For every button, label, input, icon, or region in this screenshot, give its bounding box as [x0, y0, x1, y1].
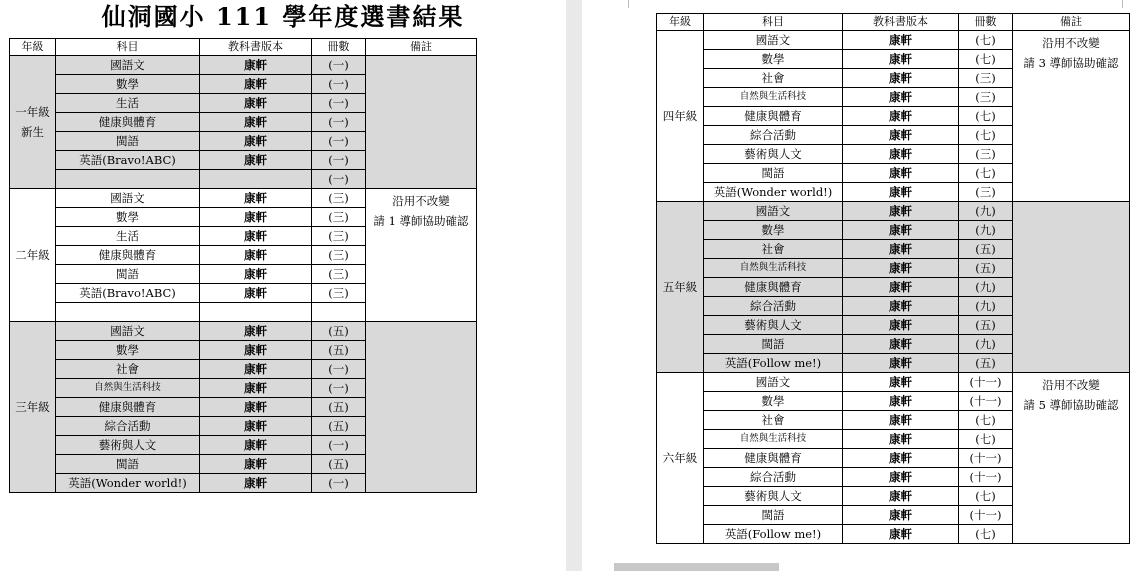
publisher-cell: 康軒 — [200, 75, 312, 94]
remark-line: 沿用不改變 — [392, 194, 450, 208]
subject-cell: 綜合活動 — [56, 417, 200, 436]
volume-cell: (七) — [959, 50, 1013, 69]
volume-cell: (九) — [959, 221, 1013, 240]
publisher-cell: 康軒 — [200, 151, 312, 170]
publisher-cell: 康軒 — [843, 240, 959, 259]
column-header: 年級 — [10, 39, 56, 56]
remark-cell — [1013, 202, 1130, 373]
volume-cell: (三) — [959, 183, 1013, 202]
subject-cell: 健康與體育 — [704, 449, 843, 468]
grade-label: 六年級 — [662, 451, 698, 465]
publisher-cell: 康軒 — [200, 322, 312, 341]
volume-cell: (五) — [959, 240, 1013, 259]
column-header: 冊數 — [959, 14, 1013, 31]
subject-cell: 生活 — [56, 227, 200, 246]
subject-cell: 健康與體育 — [56, 246, 200, 265]
volume-cell: (三) — [312, 189, 366, 208]
volume-cell: (七) — [959, 126, 1013, 145]
grade-cell — [10, 322, 56, 493]
volume-cell: (五) — [312, 341, 366, 360]
grade-cell — [657, 373, 704, 544]
subject-cell: 社會 — [704, 411, 843, 430]
subject-cell: 數學 — [56, 208, 200, 227]
volume-cell: (七) — [959, 31, 1013, 50]
subject-cell: 社會 — [704, 69, 843, 88]
volume-cell — [312, 303, 366, 322]
grade-label: 新生 — [21, 125, 44, 139]
publisher-cell: 康軒 — [843, 487, 959, 506]
column-header: 教科書版本 — [843, 14, 959, 31]
book-table-right — [656, 13, 1130, 544]
publisher-cell: 康軒 — [843, 107, 959, 126]
subject-cell: 英語(Bravo!ABC) — [56, 284, 200, 303]
volume-cell: (一) — [312, 113, 366, 132]
volume-cell: (七) — [959, 107, 1013, 126]
subject-cell: 英語(Follow me!) — [704, 354, 843, 373]
subject-cell: 國語文 — [704, 202, 843, 221]
publisher-cell: 康軒 — [843, 183, 959, 202]
document-page-left — [0, 0, 566, 571]
publisher-cell: 康軒 — [200, 417, 312, 436]
table-row — [10, 56, 477, 75]
grade-cell — [10, 189, 56, 322]
subject-cell: 數學 — [704, 50, 843, 69]
volume-cell: (九) — [959, 335, 1013, 354]
publisher-cell: 康軒 — [843, 259, 959, 278]
volume-cell: (七) — [959, 164, 1013, 183]
volume-cell: (三) — [959, 88, 1013, 107]
publisher-cell: 康軒 — [200, 227, 312, 246]
volume-cell: (十一) — [959, 449, 1013, 468]
volume-cell: (九) — [959, 297, 1013, 316]
volume-cell: (一) — [312, 151, 366, 170]
subject-cell: 國語文 — [56, 322, 200, 341]
subject-cell: 自然與生活科技 — [704, 259, 843, 278]
subject-cell: 社會 — [56, 360, 200, 379]
table-header-row — [10, 39, 477, 56]
column-header: 備註 — [1013, 14, 1130, 31]
column-header: 年級 — [657, 14, 704, 31]
volume-cell: (三) — [312, 284, 366, 303]
publisher-cell: 康軒 — [843, 50, 959, 69]
volume-cell: (三) — [959, 145, 1013, 164]
publisher-cell: 康軒 — [200, 132, 312, 151]
publisher-cell: 康軒 — [200, 189, 312, 208]
publisher-cell: 康軒 — [843, 69, 959, 88]
subject-cell: 英語(Wonder world!) — [56, 474, 200, 493]
remark-cell — [366, 322, 477, 493]
publisher-cell: 康軒 — [843, 392, 959, 411]
volume-cell: (一) — [312, 94, 366, 113]
volume-cell: (五) — [959, 354, 1013, 373]
subject-cell: 英語(Bravo!ABC) — [56, 151, 200, 170]
publisher-cell: 康軒 — [200, 284, 312, 303]
subject-cell: 閩語 — [704, 164, 843, 183]
subject-cell: 數學 — [56, 75, 200, 94]
page-title: 仙洞國小 111 學年度選書結果 — [101, 2, 465, 31]
publisher-cell: 康軒 — [200, 360, 312, 379]
volume-cell: (五) — [312, 417, 366, 436]
volume-cell: (七) — [959, 525, 1013, 544]
subject-cell: 國語文 — [56, 56, 200, 75]
page-gutter — [566, 0, 582, 571]
remark-cell — [1013, 373, 1130, 544]
publisher-cell: 康軒 — [843, 373, 959, 392]
publisher-cell: 康軒 — [843, 506, 959, 525]
volume-cell: (五) — [312, 398, 366, 417]
document-page-right — [582, 0, 1140, 571]
publisher-cell: 康軒 — [200, 341, 312, 360]
column-header: 備註 — [366, 39, 477, 56]
publisher-cell: 康軒 — [843, 449, 959, 468]
table-header-row — [657, 14, 1130, 31]
publisher-cell: 康軒 — [843, 202, 959, 221]
subject-cell: 藝術與人文 — [56, 436, 200, 455]
grade-label: 五年級 — [662, 280, 698, 294]
grade-cell — [10, 56, 56, 189]
subject-cell: 藝術與人文 — [704, 145, 843, 164]
subject-cell: 數學 — [56, 341, 200, 360]
volume-cell: (七) — [959, 487, 1013, 506]
volume-cell: (七) — [959, 411, 1013, 430]
volume-cell: (三) — [312, 227, 366, 246]
volume-cell: (七) — [959, 430, 1013, 449]
page-corner-mark — [628, 0, 629, 8]
page-corner-mark — [1122, 0, 1123, 8]
grade-label: 二年級 — [15, 248, 50, 262]
volume-cell: (一) — [312, 56, 366, 75]
subject-cell: 綜合活動 — [704, 126, 843, 145]
volume-cell: (九) — [959, 202, 1013, 221]
publisher-cell: 康軒 — [843, 316, 959, 335]
publisher-cell: 康軒 — [843, 278, 959, 297]
volume-cell: (三) — [959, 69, 1013, 88]
publisher-cell: 康軒 — [200, 455, 312, 474]
subject-cell: 閩語 — [704, 335, 843, 354]
publisher-cell: 康軒 — [843, 335, 959, 354]
volume-cell: (三) — [312, 265, 366, 284]
table-row — [657, 373, 1130, 392]
volume-cell: (十一) — [959, 468, 1013, 487]
horizontal-scrollbar-thumb[interactable] — [614, 563, 779, 571]
volume-cell: (三) — [312, 246, 366, 265]
remark-line: 沿用不改變 — [1042, 36, 1100, 50]
grade-cell — [657, 31, 704, 202]
volume-cell: (十一) — [959, 392, 1013, 411]
subject-cell: 綜合活動 — [704, 297, 843, 316]
volume-cell: (五) — [312, 322, 366, 341]
publisher-cell: 康軒 — [200, 474, 312, 493]
subject-cell: 自然與生活科技 — [56, 379, 200, 398]
subject-cell: 藝術與人文 — [704, 316, 843, 335]
column-header: 冊數 — [312, 39, 366, 56]
publisher-cell: 康軒 — [200, 436, 312, 455]
subject-cell: 數學 — [704, 221, 843, 240]
publisher-cell: 康軒 — [843, 525, 959, 544]
subject-cell: 英語(Follow me!) — [704, 525, 843, 544]
publisher-cell: 康軒 — [843, 145, 959, 164]
publisher-cell: 康軒 — [843, 88, 959, 107]
subject-cell: 國語文 — [56, 189, 200, 208]
publisher-cell: 康軒 — [843, 164, 959, 183]
table-row — [657, 31, 1130, 50]
subject-cell: 國語文 — [704, 373, 843, 392]
volume-cell: (九) — [959, 278, 1013, 297]
publisher-cell: 康軒 — [843, 126, 959, 145]
grade-label: 三年級 — [15, 400, 50, 414]
publisher-cell: 康軒 — [843, 430, 959, 449]
subject-cell: 社會 — [704, 240, 843, 259]
volume-cell: (十一) — [959, 506, 1013, 525]
column-header: 教科書版本 — [200, 39, 312, 56]
grade-label: 一年級 — [15, 105, 50, 119]
subject-cell: 自然與生活科技 — [704, 88, 843, 107]
volume-cell: (一) — [312, 360, 366, 379]
publisher-cell: 康軒 — [200, 113, 312, 132]
volume-cell: (一) — [312, 75, 366, 94]
publisher-cell: 康軒 — [200, 208, 312, 227]
publisher-cell — [200, 303, 312, 322]
subject-cell: 健康與體育 — [704, 107, 843, 126]
remark-cell — [366, 189, 477, 322]
publisher-cell: 康軒 — [843, 354, 959, 373]
grade-label: 四年級 — [662, 109, 698, 123]
remark-cell — [1013, 31, 1130, 202]
publisher-cell: 康軒 — [843, 411, 959, 430]
publisher-cell: 康軒 — [200, 94, 312, 113]
subject-cell: 數學 — [704, 392, 843, 411]
remark-line: 請 1 導師協助確認 — [373, 214, 469, 228]
subject-cell: 自然與生活科技 — [704, 430, 843, 449]
volume-cell: (三) — [312, 208, 366, 227]
subject-cell: 閩語 — [56, 132, 200, 151]
publisher-cell: 康軒 — [200, 379, 312, 398]
publisher-cell: 康軒 — [843, 31, 959, 50]
publisher-cell: 康軒 — [843, 297, 959, 316]
subject-cell — [56, 170, 200, 189]
volume-cell: (五) — [959, 259, 1013, 278]
volume-cell: (一) — [312, 379, 366, 398]
remark-cell — [366, 56, 477, 189]
publisher-cell: 康軒 — [200, 398, 312, 417]
remark-line: 沿用不改變 — [1042, 378, 1100, 392]
book-table-left — [9, 38, 477, 493]
subject-cell: 健康與體育 — [704, 278, 843, 297]
volume-cell: (一) — [312, 132, 366, 151]
subject-cell: 閩語 — [56, 265, 200, 284]
volume-cell: (一) — [312, 474, 366, 493]
volume-cell: (十一) — [959, 373, 1013, 392]
publisher-cell — [200, 170, 312, 189]
subject-cell: 閩語 — [704, 506, 843, 525]
column-header: 科目 — [704, 14, 843, 31]
volume-cell: (五) — [959, 316, 1013, 335]
subject-cell: 生活 — [56, 94, 200, 113]
table-row — [10, 189, 477, 208]
publisher-cell: 康軒 — [843, 221, 959, 240]
publisher-cell: 康軒 — [843, 468, 959, 487]
subject-cell: 綜合活動 — [704, 468, 843, 487]
volume-cell: (一) — [312, 436, 366, 455]
subject-cell: 健康與體育 — [56, 398, 200, 417]
subject-cell: 英語(Wonder world!) — [704, 183, 843, 202]
publisher-cell: 康軒 — [200, 265, 312, 284]
publisher-cell: 康軒 — [200, 246, 312, 265]
subject-cell: 健康與體育 — [56, 113, 200, 132]
table-row — [10, 322, 477, 341]
subject-cell: 國語文 — [704, 31, 843, 50]
publisher-cell: 康軒 — [200, 56, 312, 75]
subject-cell: 藝術與人文 — [704, 487, 843, 506]
volume-cell: (五) — [312, 455, 366, 474]
table-row — [657, 202, 1130, 221]
remark-line: 請 3 導師協助確認 — [1023, 56, 1119, 70]
remark-line: 請 5 導師協助確認 — [1023, 398, 1119, 412]
subject-cell — [56, 303, 200, 322]
subject-cell: 閩語 — [56, 455, 200, 474]
volume-cell: (一) — [312, 170, 366, 189]
grade-cell — [657, 202, 704, 373]
column-header: 科目 — [56, 39, 200, 56]
